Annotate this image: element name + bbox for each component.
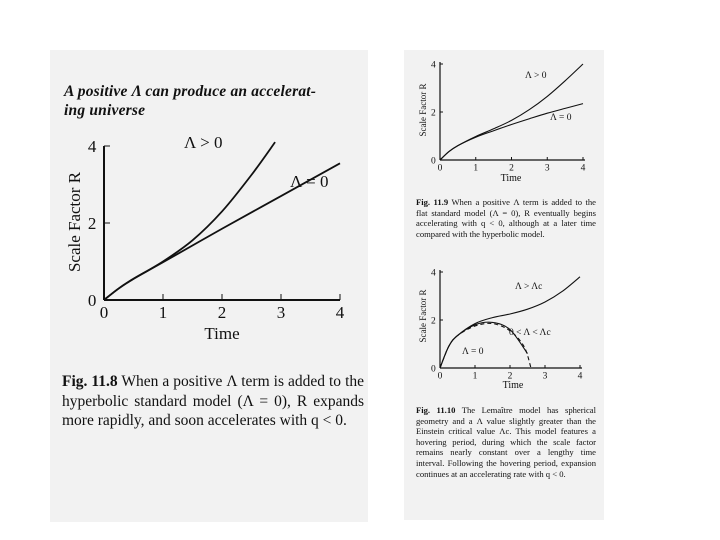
y-tick-label: 0 [430,156,436,167]
x-tick-label: 2 [507,371,513,382]
x-tick-label: 1 [158,303,168,322]
x-tick-label: 4 [335,303,345,322]
series-label: 0 < Λ < Λc [509,328,551,338]
x-tick-label: 0 [437,371,443,382]
y-axis-label: Scale Factor R [65,171,84,273]
y-tick-label: 0 [87,290,97,310]
series-line [440,277,580,368]
x-axis-label: Time [502,380,524,391]
fig-11-9-caption: Fig. 11.9 When a positive Λ term is added to the flat standard model (Λ = 0), R eventually begins accelerating with q < 0, although at a later time compared with the hyperbolic model. [416,197,596,239]
x-tick-label: 2 [509,163,514,174]
series-label: Λ > 0 [184,133,223,152]
x-tick-label: 1 [472,371,478,382]
x-tick-label: 1 [473,163,479,174]
x-axis-label: Time [204,324,240,343]
series-label: Λ = 0 [550,113,572,123]
x-tick-label: 4 [577,371,583,382]
y-tick-label: 2 [87,213,97,233]
left-heading: A positive Λ can produce an accelerat- ing universe [64,83,317,119]
series-label: Λ > 0 [525,71,547,81]
x-tick-label: 2 [217,303,227,322]
series-label: Λ = 0 [462,347,484,357]
y-tick-label: 4 [430,268,436,279]
series-label: Λ > Λc [515,282,543,292]
fig-11-10-caption: Fig. 11.10 The Lemaître model has spherical geometry and a Λ value slightly greater than the Einstein critical value Λc. This model features a hovering period, during which the scale factor remains nearly constant over a lengthy time interval. Following the hovering period, expansion continues at an accelerating rate with q < 0. [416,405,597,479]
fig-11-8-caption: Fig. 11.8 When a positive Λ term is added to the hyperbolic standard model (Λ = 0), R expands more rapidly, and soon accelerates with q < 0. [62,373,365,429]
y-axis-label: Scale Factor R [418,83,428,137]
series-label: Λ = 0 [290,172,329,191]
y-tick-label: 0 [430,364,436,375]
y-tick-label: 4 [430,60,436,71]
x-tick-label: 3 [276,303,286,322]
x-tick-label: 3 [544,163,550,174]
y-tick-label: 4 [87,136,97,156]
y-tick-label: 2 [430,108,436,119]
x-tick-label: 0 [437,163,443,174]
x-tick-label: 0 [99,303,109,322]
x-tick-label: 4 [580,163,586,174]
y-axis-label: Scale Factor R [418,289,428,343]
x-tick-label: 3 [542,371,548,382]
y-tick-label: 2 [430,316,436,327]
x-axis-label: Time [500,173,522,184]
